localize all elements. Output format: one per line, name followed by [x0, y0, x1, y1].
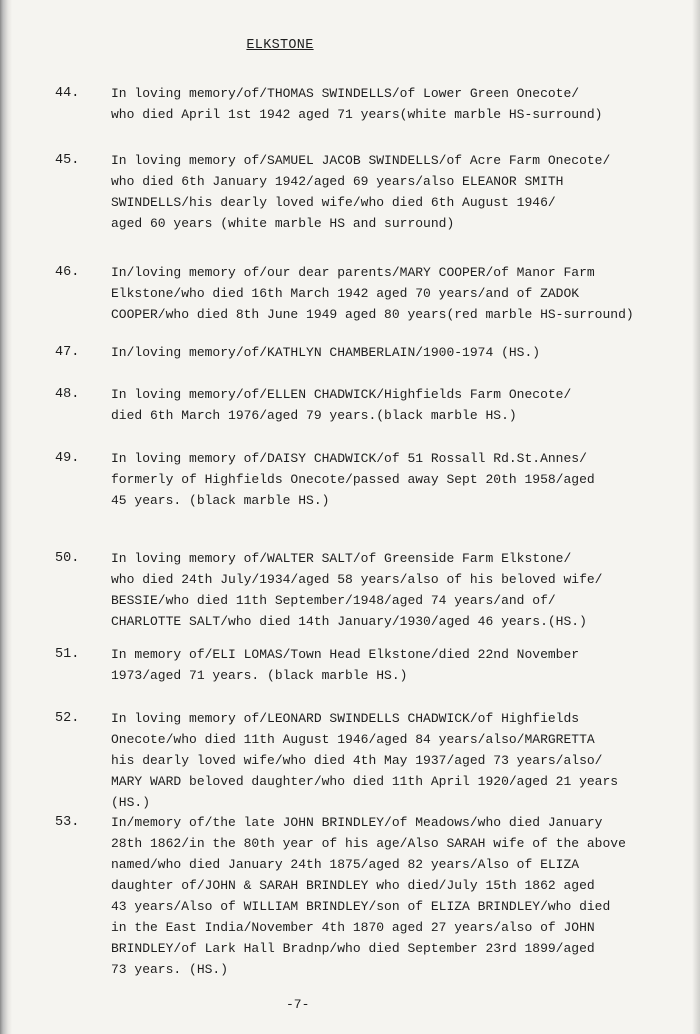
entry-line: COOPER/who died 8th June 1949 aged 80 years(red marble HS-surround)	[111, 307, 634, 322]
scan-left-edge	[0, 0, 12, 1034]
entry-number: 52.	[55, 711, 80, 726]
entry-line: 43 years/Also of WILLIAM BRINDLEY/son of ELIZA BRINDLEY/who died	[111, 899, 611, 914]
entry-line: 28th 1862/in the 80th year of his age/Also SARAH wife of the above	[111, 836, 626, 851]
entry-number: 48.	[55, 387, 80, 402]
entry-text	[111, 342, 671, 363]
entry-number: 47.	[55, 345, 80, 360]
entry-line: BRINDLEY/of Lark Hall Bradnp/who died September 23rd 1899/aged	[111, 941, 595, 956]
entry-line: MARY WARD beloved daughter/who died 11th April 1920/aged 21 years	[111, 774, 619, 789]
entry-number: 46.	[55, 265, 80, 280]
entry-line: (HS.)	[111, 795, 151, 810]
entry-line: In/memory of/the late JOHN BRINDLEY/of Meadows/who died January	[111, 815, 603, 830]
entry-text	[111, 384, 671, 426]
entry-line: In/loving memory of/our dear parents/MARY COOPER/of Manor Farm	[111, 265, 595, 280]
entry-line: In/loving memory/of/KATHLYN CHAMBERLAIN/1900-1974 (HS.)	[111, 345, 541, 360]
entry-line: In loving memory of/LEONARD SWINDELLS CHADWICK/of Highfields	[111, 711, 580, 726]
entry-line: aged 60 years (white marble HS and surround)	[111, 216, 455, 231]
entry-line: 45 years. (black marble HS.)	[111, 493, 330, 508]
entry-number: 44.	[55, 86, 80, 101]
page-heading: ELKSTONE	[246, 38, 314, 53]
entry-line: CHARLOTTE SALT/who died 14th January/1930/aged 46 years.(HS.)	[111, 614, 587, 629]
entry-number: 49.	[55, 451, 80, 466]
entry-text	[111, 644, 671, 686]
entry-line: named/who died January 24th 1875/aged 82 years/Also of ELIZA	[111, 857, 580, 872]
entry-text	[111, 150, 671, 234]
scan-right-edge	[692, 0, 700, 1034]
entry-line: In loving memory/of/ELLEN CHADWICK/Highfields Farm Onecote/	[111, 387, 572, 402]
entry-line: In loving memory of/SAMUEL JACOB SWINDELLS/of Acre Farm Onecote/	[111, 153, 611, 168]
entry-line: In memory of/ELI LOMAS/Town Head Elkstone/died 22nd November	[111, 647, 580, 662]
entry-line: In loving memory/of/THOMAS SWINDELLS/of Lower Green Onecote/	[111, 86, 580, 101]
entry-number: 50.	[55, 551, 80, 566]
entry-line: who died 6th January 1942/aged 69 years/also ELEANOR SMITH	[111, 174, 564, 189]
entry-line: In loving memory of/DAISY CHADWICK/of 51 Rossall Rd.St.Annes/	[111, 451, 587, 466]
entry-line: 1973/aged 71 years. (black marble HS.)	[111, 668, 408, 683]
entry-line: daughter of/JOHN & SARAH BRINDLEY who died/July 15th 1862 aged	[111, 878, 595, 893]
entry-line: formerly of Highfields Onecote/passed away Sept 20th 1958/aged	[111, 472, 595, 487]
page-number: -7-	[286, 997, 310, 1012]
entry-line: who died April 1st 1942 aged 71 years(white marble HS-surround)	[111, 107, 603, 122]
entry-number: 45.	[55, 153, 80, 168]
entry-line: who died 24th July/1934/aged 58 years/also of his beloved wife/	[111, 572, 603, 587]
entry-text	[111, 448, 671, 511]
entry-line: 73 years. (HS.)	[111, 962, 229, 977]
entry-text	[111, 83, 671, 125]
entry-line: Elkstone/who died 16th March 1942 aged 70 years/and of ZADOK	[111, 286, 580, 301]
entry-text	[111, 812, 671, 980]
entry-line: died 6th March 1976/aged 79 years.(black marble HS.)	[111, 408, 517, 423]
entry-line: BESSIE/who died 11th September/1948/aged 74 years/and of/	[111, 593, 556, 608]
entry-line: Onecote/who died 11th August 1946/aged 84 years/also/MARGRETTA	[111, 732, 595, 747]
entry-text	[111, 708, 671, 813]
entry-number: 51.	[55, 647, 80, 662]
entry-text	[111, 262, 671, 325]
entry-line: in the East India/November 4th 1870 aged 27 years/also of JOHN	[111, 920, 595, 935]
entry-text	[111, 548, 671, 632]
entry-line: his dearly loved wife/who died 4th May 1937/aged 73 years/also/	[111, 753, 603, 768]
entry-line: In loving memory of/WALTER SALT/of Greenside Farm Elkstone/	[111, 551, 572, 566]
entry-number: 53.	[55, 815, 80, 830]
entry-line: SWINDELLS/his dearly loved wife/who died 6th August 1946/	[111, 195, 556, 210]
